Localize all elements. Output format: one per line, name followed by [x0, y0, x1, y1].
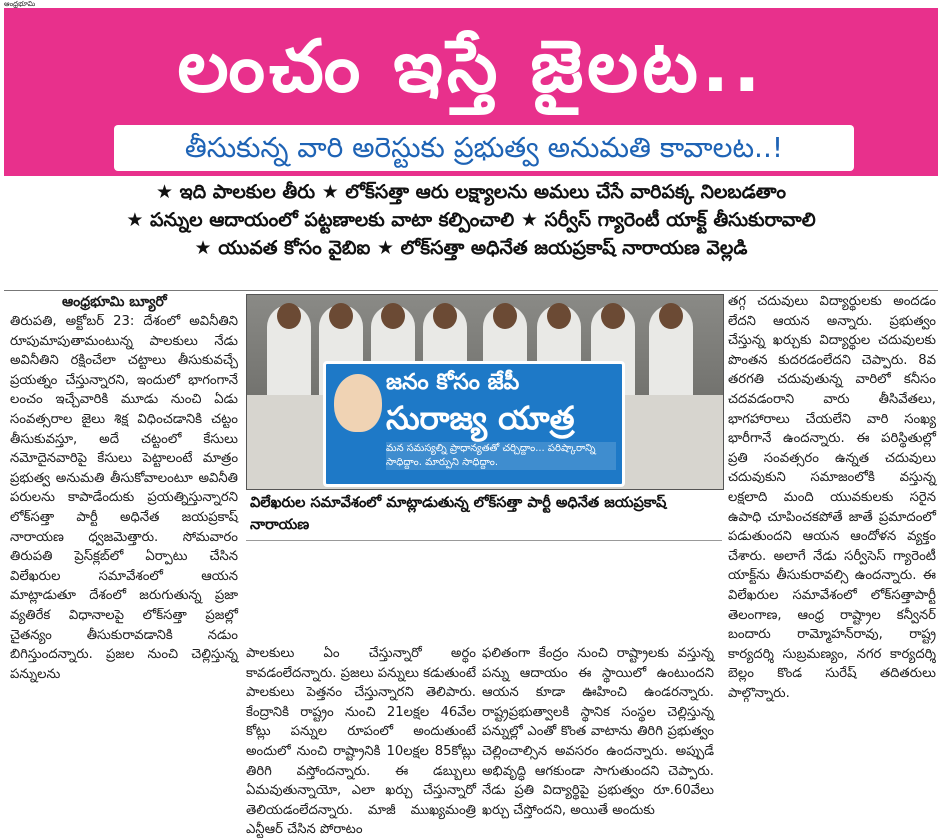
byline: ఆంధ్రభూమి బ్యూరో	[62, 294, 167, 310]
article-column-2	[246, 644, 476, 840]
paragraph: తిరుపతి, అక్టోబర్ 23: దేశంలో అవినీతిని రూపుమాపుతామంటున్న పాలకులు నేడు అవినీతిని రక్షించేలా చట్టాలు తీసుకువచ్చే ప్రయత్నం చేస్తున్నారని, ఇందులో భాగంగానే లంచం ఇచ్చేవారికి మూడు నుంచి ఏడు సంవత్సరాల జైలు శిక్ష విధించడానికి చట్టం తీసుకువస్తూ, అదే చట్టంలో కేసులు నమోదైనవారిపై కేసులు పెట్టాలంటే మాత్రం ప్రభుత్వ అనుమతి తీసుకోవాలంటూ అవినీతి పరులను కాపాడేందుకు ప్రయత్నిస్తున్నారని లోక్‌సత్తా పార్టీ అధినేత జయప్రకాష్ నారాయణ ధ్వజమెత్తారు. సోమవారం తిరుపతి ప్రెస్‌క్లబ్‌లో ఏర్పాటు చేసిన విలేఖరుల సమావేశంలో ఆయన మాట్లాడుతూ దేశంలో జరుగుతున్న ప్రజా వ్యతిరేక విధానాలపై లోక్‌సత్తా ప్రజల్లో చైతన్యం తీసుకురావడానికి నడుం బిగిస్తుందన్నారు. ప్రజల నుంచి చెల్లిస్తున్న పన్నులను	[10, 314, 238, 682]
headline: లంచం ఇస్తే జైలట..	[177, 24, 765, 108]
divider	[246, 540, 722, 541]
article-column-1	[10, 312, 238, 684]
masthead-strip	[0, 0, 942, 8]
bullet-line: ★ యువత కోసం వైబిఐ ★ లోక్‌సత్తా అధినేత జయప్రకాష్ నారాయణ వెల్లడి	[194, 237, 748, 259]
article-column-4	[728, 292, 936, 703]
photo-banner	[323, 361, 625, 487]
paragraph: పాలకులు ఏం చేస్తున్నారో అర్థం కావడంలేదన్నారు. ప్రజలు పన్నులు కడుతుంటే పాలకులు పెత్తనం చేస్తున్నారని తెలిపారు. కేంద్రానికి రాష్ట్రం నుంచి 21లక్షల 46వేల కోట్లు పన్నుల రూపంలో అందుతుంటే అందులో నుంచి రాష్ట్రానికి 10లక్షల 85కోట్లు తిరిగి వస్తోందన్నారు. ఈ డబ్బులు ఏమవుతున్నాయో, ఎలా ఖర్చు చేస్తున్నారో తెలియడంలేదన్నారు. మాజీ ముఖ్యమంత్రి ఎన్టీఆర్ చేసిన పోరాటం	[246, 646, 476, 838]
photo-banner-line3: మన సమస్యల్ని ప్రాధాన్యతతో చర్చిద్దాం... పరిష్కారాన్ని సాధిద్దాం. మార్పుని సాధిద్దాం.	[386, 442, 616, 470]
headline-banner	[4, 8, 938, 176]
paragraph: తగ్గ చదువులు విద్యార్థులకు అందడం లేదని ఆయన అన్నారు. ప్రభుత్వం చేస్తున్న ఖర్చుకు విద్యార్థుల చదువులకు పొంతన కుదరడంలేదని చెప్పారు. 8వ తరగతి చదువుతున్న వారిలో కనీసం చదవడంరాని వారు తీసివేతలు, భాగహారాలు చేయలేని వారి సంఖ్య భారీగానే ఉందన్నారు. ఈ పరిస్థితుల్లో ప్రతి సంవత్సరం ఉన్నత చదువులు చదువుకుని సమాజంలోకి వస్తున్న లక్షలాది మంది యువకులకు సరైన ఉపాధి చూపించకపోతే జాతే ప్రమాదంలో పడుతుందని ఆయన ఆందోళన వ్యక్తం చేశారు. అలాగే నేడు సర్వీసెస్ గ్యారెంటీ యాక్ట్‌ను తీసుకురావల్సి ఉందన్నారు. ఈ విలేఖరుల సమావేశంలో లోక్‌సత్తాపార్టీ తెలంగాణ, ఆంధ్ర రాష్ట్రాల కన్వీనర్ బందారు రామ్మోహన్‌రావు, రాష్ట్ర కార్యదర్శి సుబ్రమణ్యం, నగర కార్యదర్శి బెల్లం కొండ సురేష్ తదితరులు పాల్గొన్నారు.	[728, 294, 936, 701]
bullet-line: ★ ఇది పాలకుల తీరు ★ లోక్‌సత్తా ఆరు లక్ష్యాలను అమలు చేసే వారిపక్క నిలబడతాం	[156, 181, 786, 203]
highlight-bullets	[4, 178, 938, 262]
photo-banner-line2: సురాజ్య యాత్ర	[386, 399, 575, 437]
photo-banner-line1: జనం కోసం జేపీ	[386, 370, 520, 395]
news-photo	[246, 294, 724, 490]
masthead-text: ఆంధ్రభూమి	[4, 0, 36, 8]
paragraph: ఫలితంగా కేంద్రం నుంచి రాష్ట్రాలకు వస్తున్న పన్ను ఆదాయం ఈ స్థాయిలో ఉంటుందని ఆయన కూడా ఊహించి ఉండరన్నారు. రాష్ట్రప్రభుత్వాలకి స్థానిక సంస్థల చెల్లిస్తున్న పన్నుల్లో ఎంతో కొంత వాటాను తిరిగి ప్రభుత్వం చెల్లించాల్సిన అవసరం ఉందన్నారు. అప్పుడే అభివృద్ధి ఆగకుండా సాగుతుందని చెప్పారు. నేడు ప్రతి విద్యార్థిపై ప్రభుత్వం రూ.60వేలు ఖర్చు చేస్తోందని, అయితే అందుకు	[482, 646, 714, 818]
photo-caption: విలేఖరుల సమావేశంలో మాట్లాడుతున్న లోక్‌సత్తా పార్టీ అధినేత జయప్రకాష్ నారాయణ	[250, 495, 667, 533]
portrait	[334, 374, 382, 432]
bullet-line: ★ పన్నుల ఆదాయంలో పట్టణాలకు వాటా కల్పించాలి ★ సర్వీస్ గ్యారెంటీ యాక్ట్ తీసుకురావాలి	[126, 209, 816, 231]
subheadline-box	[114, 125, 854, 171]
article-column-3	[482, 644, 714, 820]
subheadline: తీసుకున్న వారి అరెస్టుకు ప్రభుత్వ అనుమతి కావాలట..!	[184, 131, 784, 164]
divider	[4, 290, 938, 291]
